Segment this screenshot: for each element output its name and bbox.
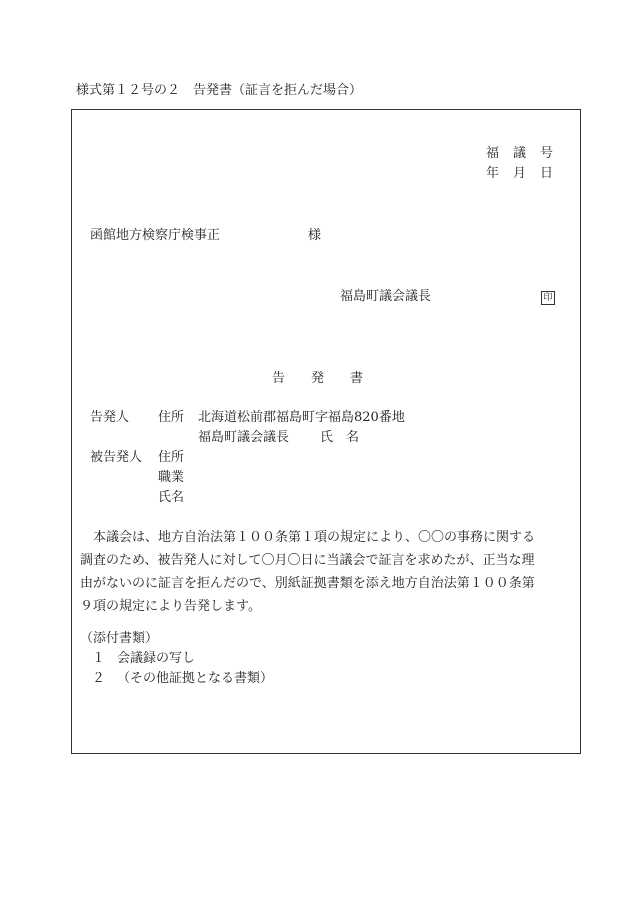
seal-icon: 印 xyxy=(541,291,555,305)
document-number: 福 議 号 xyxy=(486,146,554,161)
document-date: 年 月 日 xyxy=(486,166,554,181)
body-line-3: 由がないのに証言を拒んだので、別紙証拠書類を添え地方自治法第１００条第 xyxy=(80,576,535,591)
attachment-item-2-text: （その他証拠となる書類） xyxy=(117,671,274,686)
accuser-title: 福島町議会議長 xyxy=(198,430,290,445)
form-title: 様式第１２号の２ 告発書（証言を拒んだ場合） xyxy=(76,83,363,98)
attachment-item-1-number: １ xyxy=(92,651,106,666)
body-line-4: ９項の規定により告発します。 xyxy=(80,599,261,614)
accuser-label: 告発人 xyxy=(90,410,130,425)
accused-address-label: 住所 xyxy=(158,450,185,465)
sender-title: 福島町議会議長 xyxy=(340,289,432,304)
addressee-honorific: 様 xyxy=(308,228,322,243)
accused-name-label: 氏名 xyxy=(158,490,185,505)
attachments-heading: （添付書類） xyxy=(80,631,159,646)
body-line-2: 調査のため、被告発人に対して〇月〇日に当議会で証言を求めたが、正当な理 xyxy=(80,553,535,568)
accuser-address-label: 住所 xyxy=(158,410,185,425)
accuser-address: 北海道松前郡福島町字福島820番地 xyxy=(198,410,405,425)
accuser-name-label: 氏 名 xyxy=(320,430,360,445)
document-heading: 告 発 書 xyxy=(272,371,364,386)
accused-label: 被告発人 xyxy=(90,450,143,465)
accused-occupation-label: 職業 xyxy=(158,470,185,485)
seal-mark xyxy=(541,290,555,305)
attachment-item-1-text: 会議録の写し xyxy=(117,651,196,666)
addressee-name: 函館地方検察庁検事正 xyxy=(90,228,221,243)
body-line-1: 本議会は、地方自治法第１００条第１項の規定により、〇〇の事務に関する xyxy=(80,530,536,545)
attachment-item-2-number: ２ xyxy=(92,671,106,686)
